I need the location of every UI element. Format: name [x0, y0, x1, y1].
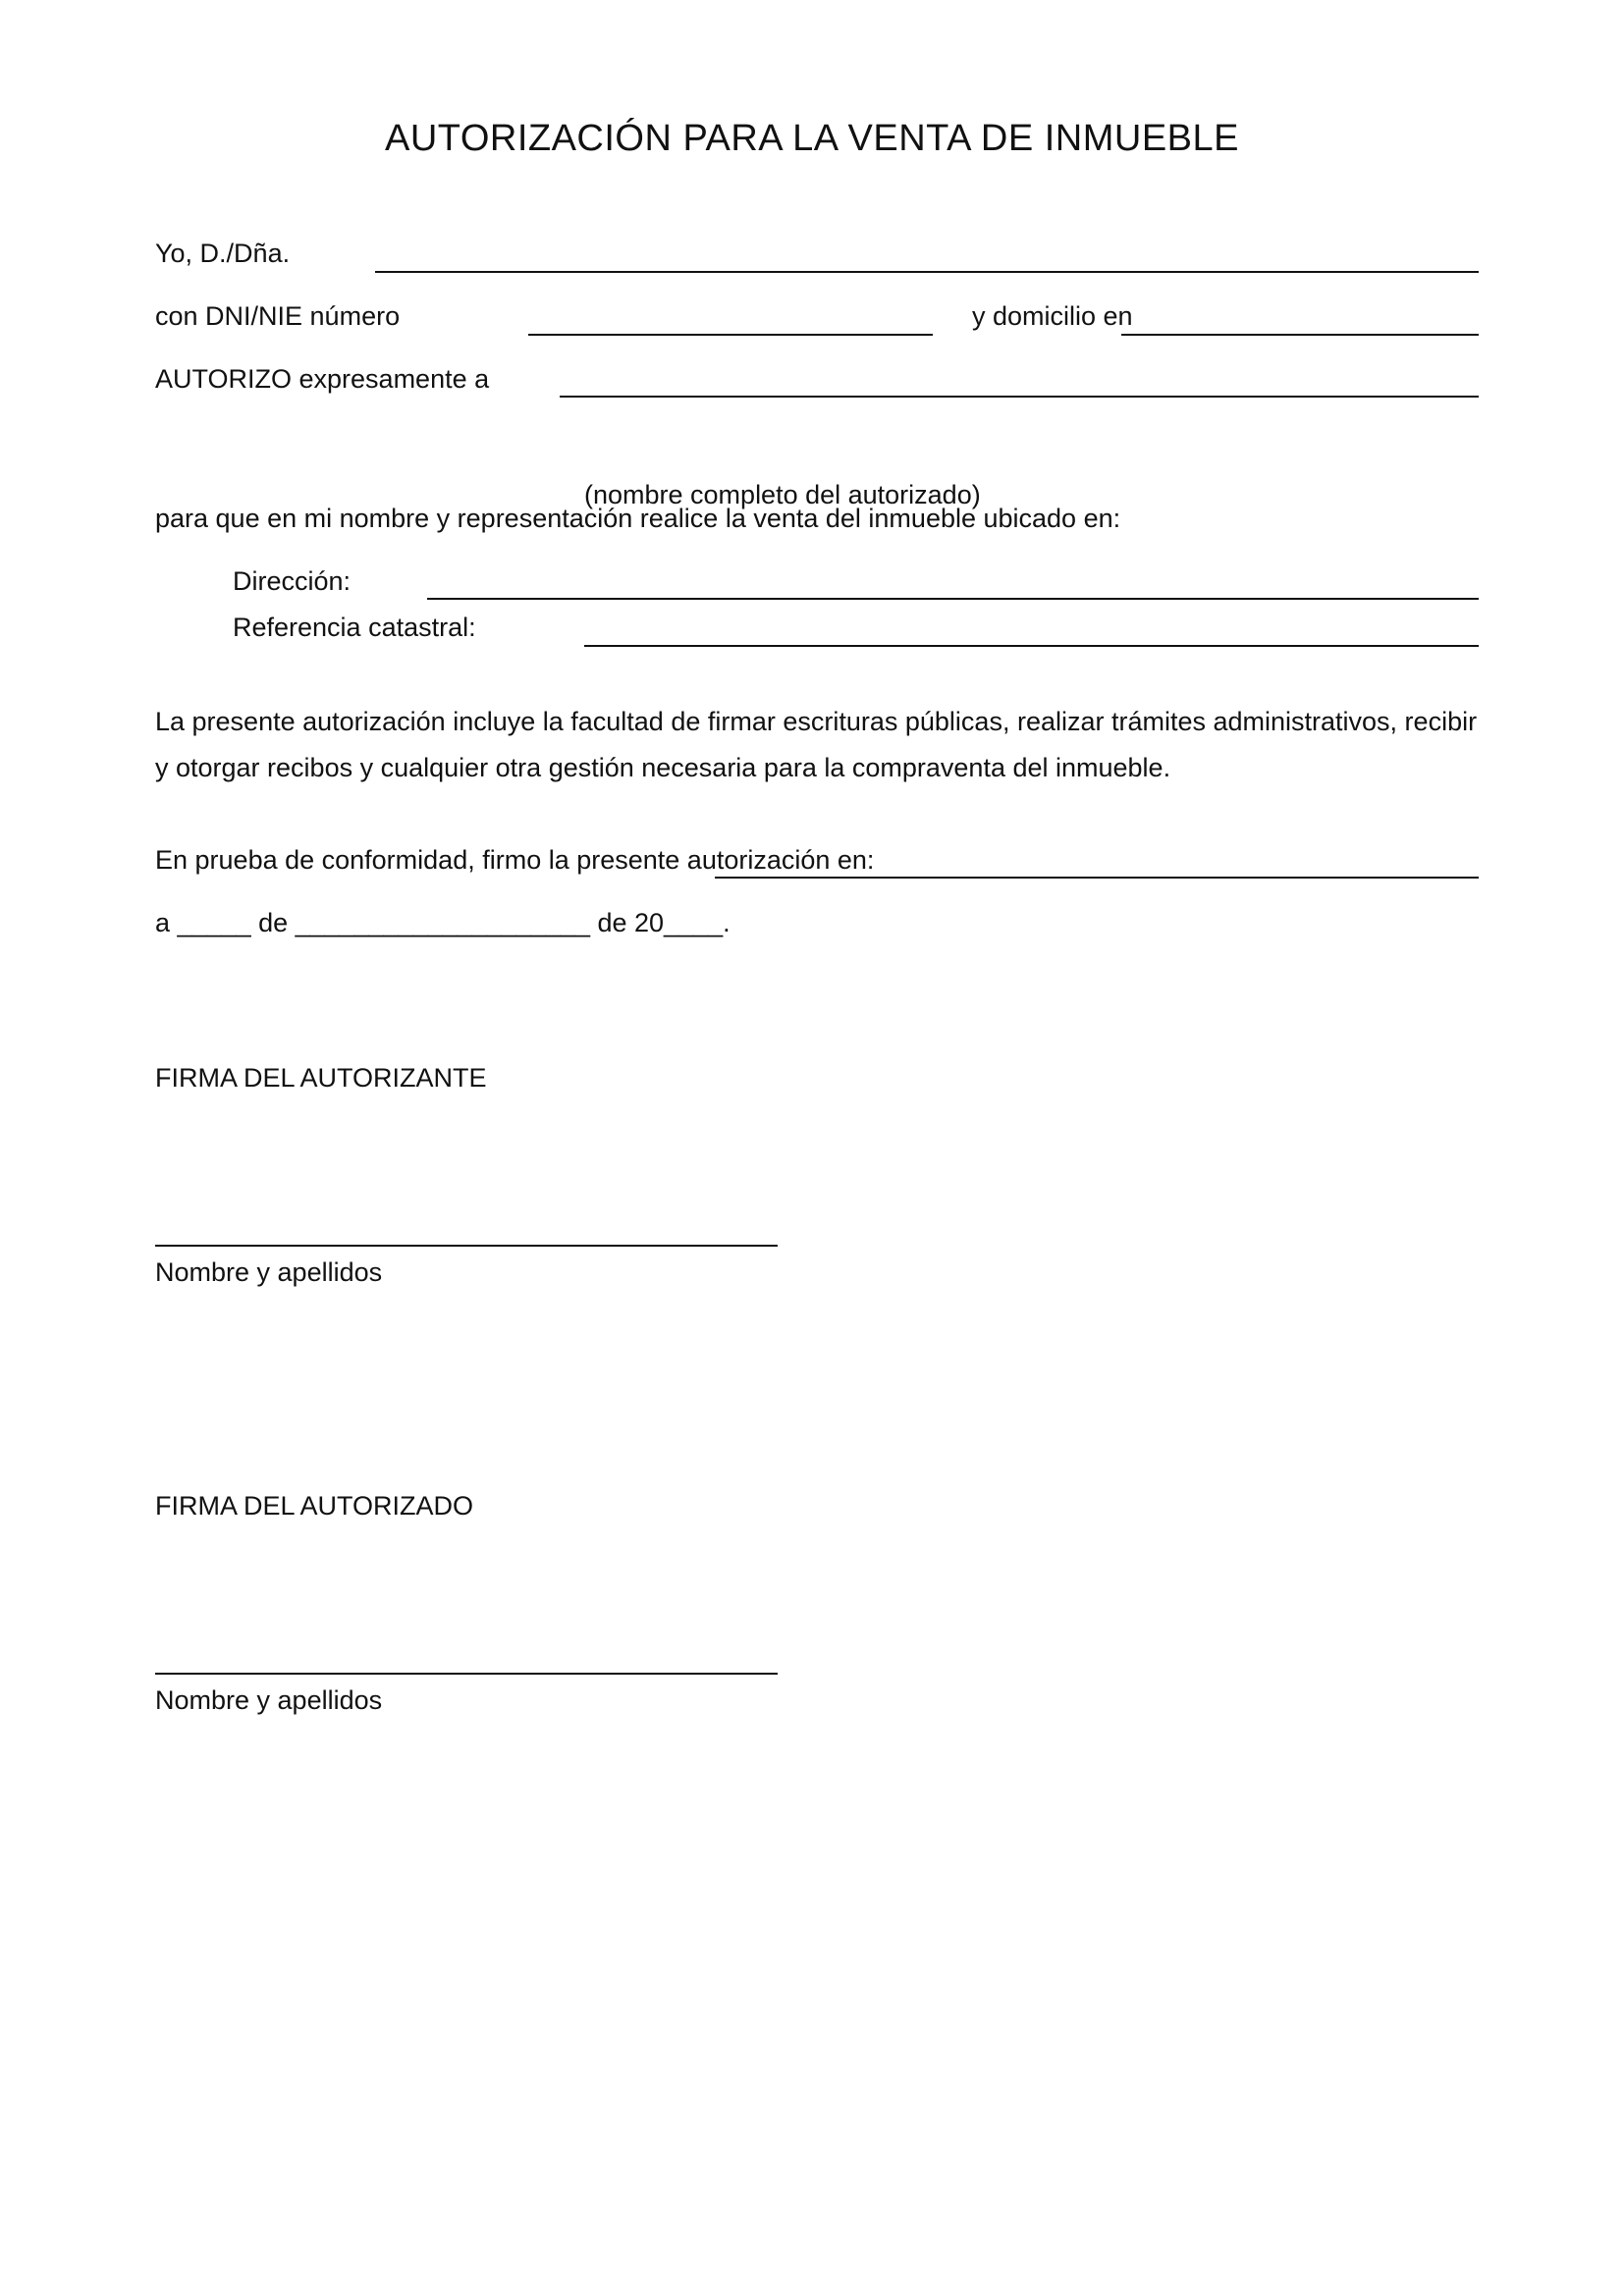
powers-paragraph: La presente autorización incluye la facultad de firmar escrituras públicas, realizar trámites administrativos, recibir y otorgar recibos y cualquier otra gestión necesaria para la compraventa del inmueble. [155, 707, 1478, 782]
autorizado-hint: (nombre completo del autorizado) [584, 480, 981, 509]
name-field-line[interactable] [375, 271, 1479, 273]
direccion-label: Dirección: [233, 566, 352, 596]
autorizado-signature-line[interactable] [155, 1673, 778, 1675]
lugar-field-line[interactable] [715, 877, 1479, 879]
date-line[interactable]: a _____ de ____________________ de 20____. [155, 908, 731, 937]
autorizo-label: AUTORIZO expresamente a [155, 364, 490, 394]
autorizante-name-label: Nombre y apellidos [155, 1257, 383, 1287]
dni-label: con DNI/NIE número [155, 301, 401, 331]
domicilio-label: y domicilio en [972, 301, 1133, 331]
autorizante-signature-line[interactable] [155, 1245, 778, 1247]
autorizante-signature-heading: FIRMA DEL AUTORIZANTE [155, 1063, 487, 1093]
document-title: AUTORIZACIÓN PARA LA VENTA DE INMUEBLE [385, 118, 1239, 159]
autorizado-signature-heading: FIRMA DEL AUTORIZADO [155, 1491, 474, 1521]
referencia-label: Referencia catastral: [233, 613, 476, 642]
referencia-field-line[interactable] [584, 645, 1479, 647]
direccion-field-line[interactable] [427, 598, 1479, 600]
purpose-text: para que en mi nombre y representación realice la venta del inmueble ubicado en: [155, 504, 1121, 533]
conformity-text: En prueba de conformidad, firmo la presente autorización en: [155, 845, 875, 875]
yo-label: Yo, D./Dña. [155, 239, 291, 268]
autorizado-field-line[interactable] [560, 396, 1479, 398]
dni-field-line[interactable] [528, 334, 933, 336]
domicilio-field-line[interactable] [1121, 334, 1479, 336]
autorizado-name-label: Nombre y apellidos [155, 1685, 383, 1715]
